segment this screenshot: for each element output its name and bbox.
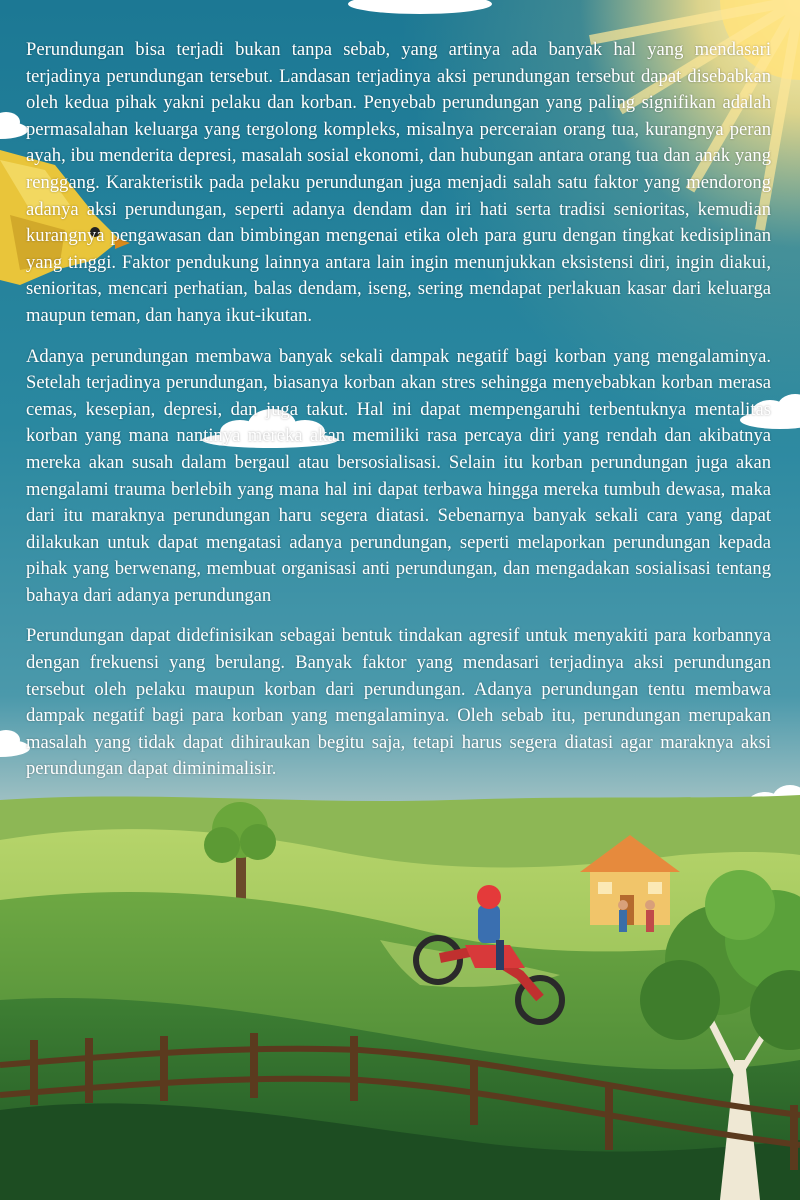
person-icon [618,900,628,932]
paragraph-2: Adanya perundungan membawa banyak sekali dampak negatif bagi korban yang mengalaminya. Setelah terjadinya perundungan, biasanya korban akan stres sehingga menyebabkan korban merasa cemas, kesepian, depresi, dan juga takut. Hal ini dapat mempengaruhi terbentuknya mentalitas korban yang mana nantinya mereka akan memiliki rasa percaya diri yang rendah dan akibatnya mereka akan susah dalam bergaul atau bersosialisasi. Selain itu korban perundungan juga akan mengalami trauma berlebih yang mana hal ini dapat terbawa hingga mereka tumbuh dewasa, maka dari itu maraknya perundungan haru segera diatasi. Sebenarnya banyak sekali cara yang dapat dilakukan untuk dapat mengatasi adanya perundungan, seperti melaporkan perundungan kepada pihak yang berwenang, membuat organisasi anti perundungan, dan mengadakan sosialisasi tentang bahaya dari adanya perundungan [26,345,771,606]
paragraph-1: Perundungan bisa terjadi bukan tanpa sebab, yang artinya ada banyak hal yang mendasari terjadinya perundungan tersebut. Landasan terjadinya aksi perundungan tersebut dapat disebabkan oleh kedua pihak yakni pelaku dan korban. Penyebab perundungan yang paling signifikan adalah permasalahan keluarga yang tergolong kompleks, misalnya perceraian orang tua, kurangnya peran ayah, ibu menderita depresi, masalah sosial ekonomi, dan hubungan antara orang tua dan anak yang renggang. Karakteristik pada pelaku perundungan juga menjadi salah satu faktor yang mendorong adanya aksi perundungan, seperti adanya dendam dan iri hati serta tradisi senioritas, kemudian kurangnya pengawasan dan bimbingan mengenai etika oleh para guru dengan tingkat kedisiplinan yang tinggi. Faktor pendukung lainnya antara lain ingin menunjukkan eksistensi diri, ingin diakui, senioritas, mencari perhatian, balas dendam, iseng, sering mendapat perlakuan kasar dari keluarga maupun teman, dan hanya ikut-ikutan. [26,39,771,326]
paragraph-3: Perundungan dapat didefinisikan sebagai bentuk tindakan agresif untuk menyakiti para korbannya dengan frekuensi yang berulang. Banyak faktor yang mendasari terjadinya aksi perundungan tersebut oleh pelaku maupun korban dari perundungan. Adanya perundungan tentu membawa dampak negatif bagi para korban yang mengalaminya. Oleh sebab itu, perundungan merupakan masalah yang tidak dapat dihiraukan begitu saja, tetapi harus segera diatasi agar maraknya aksi perundungan dapat diminimalisir. [26,625,771,780]
person-icon [645,900,655,932]
article-text [26,37,771,797]
